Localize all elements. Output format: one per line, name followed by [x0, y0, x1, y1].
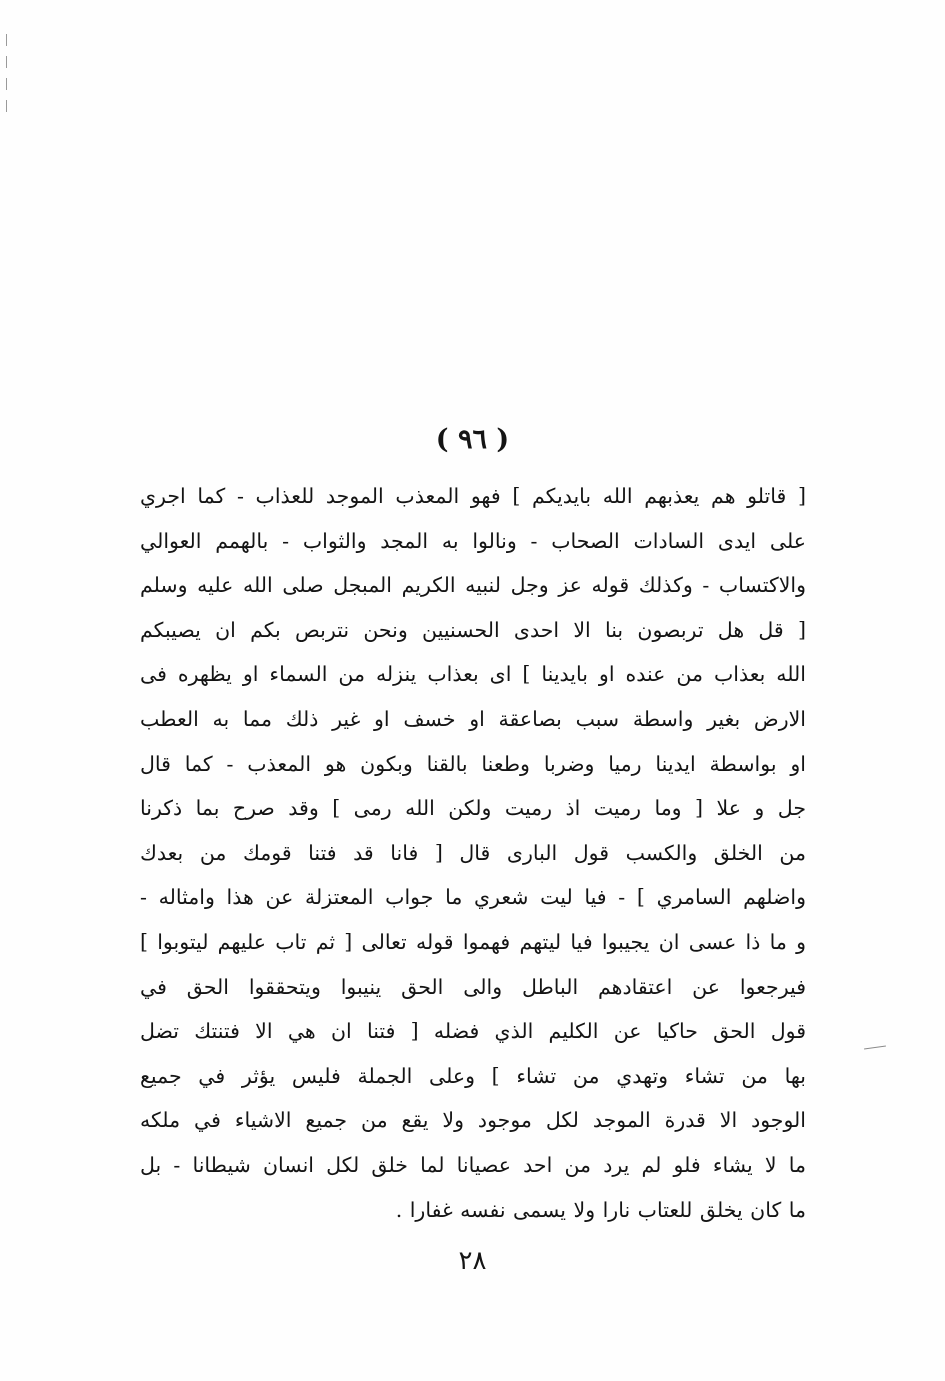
text-line: من الخلق والكسب قول البارى قال [ فانا قد فتنا قومك من بعدك: [140, 840, 806, 865]
text-line-last: ما كان يخلق للعتاب نارا ولا يسمى نفسه غفارا .: [395, 1197, 806, 1222]
text-line: [ قاتلو هم يعذبهم الله بايديكم ] فهو المعذب الموجد للعذاب - كما اجري: [140, 484, 806, 508]
text-line: الله بعذاب من عنده او بايدينا ] اى بعذاب ينزله من السماء او يظهره فى: [140, 662, 806, 687]
scan-margin-marks: [6, 34, 9, 124]
text-line: و ما ذا عسى ان يجيبوا فيا ليتهم فهموا قوله تعالى [ ثم تاب عليهم ليتوبوا ]: [140, 929, 806, 954]
scan-mark: [6, 100, 7, 112]
body-text: [140, 474, 806, 1232]
text-line: الارض بغير واسطة سبب بصاعقة او خسف او غير ذلك مما به العطب: [140, 706, 806, 731]
text-line: الوجود الا قدرة الموجد لكل موجود ولا يقع من جميع الاشياء في ملكه: [140, 1108, 806, 1133]
page-header-number: ( ٩٦ ): [435, 424, 510, 455]
scan-mark: [6, 34, 7, 46]
text-line: جل و علا [ وما رميت اذ رميت ولكن الله رمى ] وقد صرح بما ذكرنا: [140, 796, 806, 821]
text-line: واضلهم السامري ] - فيا ليت شعري ما جواب المعتزلة عن هذا وامثاله -: [140, 885, 806, 910]
text-line: بها من تشاء وتهدي من تشاء ] وعلى الجملة فليس يؤثر في جميع: [140, 1063, 806, 1088]
text-line: على ايدى السادات الصحاب - ونالوا به المجد والثواب - بالهمم العوالي: [140, 528, 806, 553]
scan-mark: [6, 56, 7, 68]
scan-mark: [6, 78, 7, 90]
text-line: والاكتساب - وكذلك قوله عز وجل لنبيه الكريم المبجل صلى الله عليه وسلم: [140, 573, 806, 598]
text-line: او بواسطة ايدينا رميا وضربا وطعنا بالقنا وبكون هو المعذب - كما قال: [140, 751, 806, 776]
text-line: [ قل هل تربصون بنا الا احدى الحسنيين ونحن نتربص بكم ان يصيبكم: [140, 617, 806, 642]
margin-mark: [864, 1045, 886, 1049]
text-line: قول الحق حاكيا عن الكليم الذي فضله [ فتنا ان هي الا فتنتك تضل: [140, 1019, 806, 1044]
text-line: ما لا يشاء فلو لم يرد من احد عصيانا لما خلق لكل انسان شيطانا - بل: [140, 1152, 806, 1177]
text-line: فيرجعوا عن اعتقادهم الباطل والى الحق ينيبوا ويتحققوا الحق في: [140, 974, 806, 999]
page-footer-number: ٢٨: [458, 1246, 487, 1276]
